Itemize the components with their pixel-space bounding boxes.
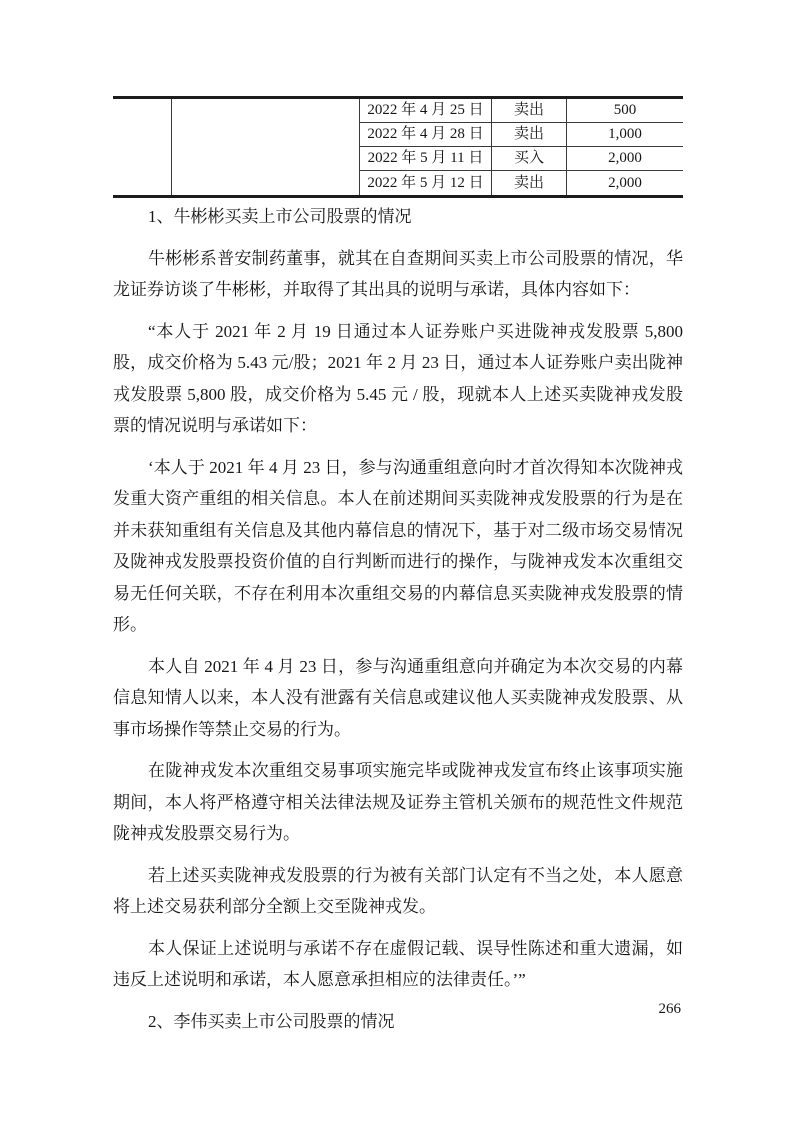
document-body [113, 201, 683, 1047]
table-empty-cell-mid [172, 99, 360, 195]
page-number: 266 [658, 1001, 681, 1017]
trade-quantity: 2,000 [608, 174, 642, 191]
section-heading-niu-binbin: 1、牛彬彬买卖上市公司股票的情况 [148, 207, 412, 226]
trade-action: 卖出 [492, 171, 567, 195]
trade-quantity: 2,000 [567, 147, 683, 171]
trade-action: 买入 [492, 147, 567, 171]
trade-quantity: 1,000 [567, 123, 683, 147]
trade-date: 2022 年 4 月 25 日 [360, 99, 492, 123]
paragraph-trade-details: “本人于 2021 年 2 月 19 日通过本人证券账户买进陇神戎发股票 5,800 股，成交价格为 5.43 元/股；2021 年 2 月 23 日，通过本人证券账户卖出陇神戎发股票 5,800 股，成交价格为 5.45 元 / 股，现就本人上述买卖陇神戎发股票的情况说明与承诺如下： [113, 321, 683, 435]
section-heading-li-wei: 2、李伟买卖上市公司股票的情况 [148, 1011, 395, 1031]
trade-date: 2022 年 5 月 11 日 [360, 147, 492, 171]
paragraph-insider-statement: ‘本人于 2021 年 4 月 23 日，参与沟通重组意向时才首次得知本次陇神戎发重大资产重组的相关信息。本人在前述期间买卖陇神戎发股票的行为是在并未获知重组有关信息及其他内幕信息的情况下，基于对二级市场交易情况及陇神戎发股票投资价值的自行判断而进行的操作，与陇神戎发本次重组交易无任何关联，不存在利用本次重组交易的内幕信息买卖陇神戎发股票的情形。 [113, 457, 683, 634]
paragraph-intro: 牛彬彬系普安制药董事，就其在自查期间买卖上市公司股票的情况，华龙证券访谈了牛彬彬，并取得了其出具的说明与承诺，具体内容如下： [113, 248, 683, 299]
trade-date: 2022 年 4 月 28 日 [360, 123, 492, 147]
paragraph-profit-surrender: 若上述买卖陇神戎发股票的行为被有关部门认定有不当之处，本人愿意将上述交易获利部分全额上交至陇神戎发。 [113, 865, 683, 916]
paragraph-compliance-statement: 在陇神戎发本次重组交易事项实施完毕或陇神戎发宣布终止该事项实施期间，本人将严格遵守相关法律法规及证券主管机关颁布的规范性文件规范陇神戎发股票交易行为。 [113, 761, 683, 843]
paragraph-no-leak-statement: 本人自 2021 年 4 月 23 日，参与沟通重组意向并确定为本次交易的内幕信息知情人以来，本人没有泄露有关信息或建议他人买卖陇神戎发股票、从事市场操作等禁止交易的行为。 [113, 656, 683, 739]
trade-quantity: 500 [567, 99, 683, 123]
trade-action: 卖出 [492, 99, 567, 123]
trade-action: 卖出 [492, 123, 567, 147]
share-trades-table [113, 96, 683, 198]
trade-date: 2022 年 5 月 12 日 [360, 171, 492, 195]
table-empty-cell-left [113, 99, 172, 195]
paragraph-guarantee: 本人保证上述说明与承诺不存在虚假记载、误导性陈述和重大遗漏，如违反上述说明和承诺，本人愿意承担相应的法律责任。’” [113, 938, 683, 989]
